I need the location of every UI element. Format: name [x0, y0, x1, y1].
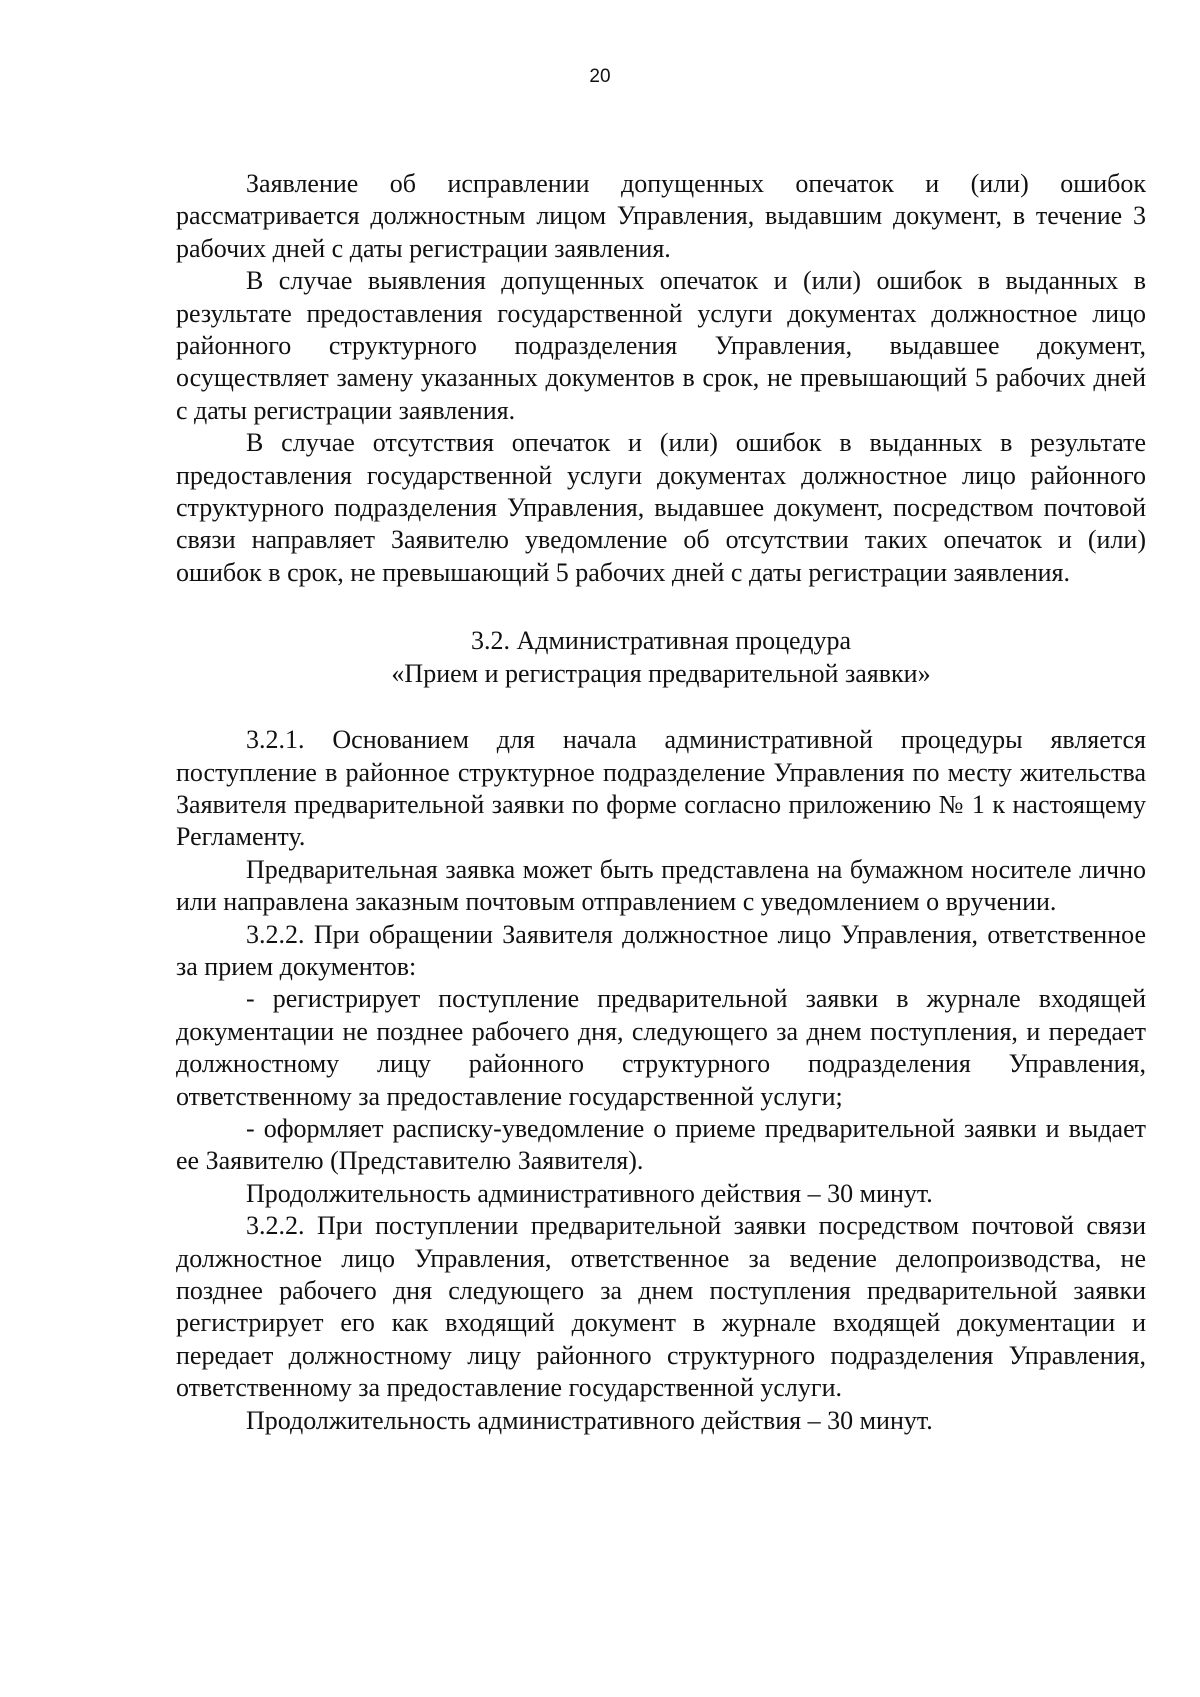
paragraph-3-2-2-postal: 3.2.2. При поступлении предварительной заявки посредством почтовой связи должностное лицо Управления, ответственное за ведение делопроизводства, не позднее рабочего дня следующего за днем поступления предварительной заявки регистрирует его как входящий документ в журнале входящей документации и передает должностному лицу районного структурного подразделения Управления, ответственному за предоставление государственной услуги. [176, 1211, 1146, 1403]
paragraph-errors-found: В случае выявления допущенных опечаток и (или) ошибок в выданных в результате предоставления государственной услуги документах должностное лицо районного структурного подразделения Управления, выдавшее документ, осуществляет замену указанных документов в срок, не превышающий 5 рабочих дней с даты регистрации заявления. [176, 266, 1146, 425]
paragraph-correction-review: Заявление об исправлении допущенных опечаток и (или) ошибок рассматривается должностным лицом Управления, выдавшим документ, в течение 3 рабочих дней с даты регистрации заявления. [176, 169, 1146, 263]
paragraph-duration-1: Продолжительность административного действия – 30 минут. [246, 1178, 933, 1208]
paragraph-3-2-1: 3.2.1. Основанием для начала административной процедуры является поступление в районное структурное подразделение Управления по месту жительства Заявителя предварительной заявки по форме согласно приложению № 1 к настоящему Регламенту. [176, 725, 1146, 852]
section-heading-number: 3.2. Административная процедура [470, 626, 852, 656]
section-heading-title: «Прием и регистрация предварительной заявки» [391, 658, 931, 688]
list-item-register: - регистрирует поступление предварительной заявки в журнале входящей документации не позднее рабочего дня, следующего за днем поступления, и передает должностному лицу районного структурного подразделения Управления, ответственному за предоставление государственной услуги; [176, 984, 1146, 1111]
section-heading [176, 625, 1146, 690]
document-body [176, 168, 1146, 1437]
list-item-receipt: - оформляет расписку-уведомление о приеме предварительной заявки и выдает ее Заявителю (Представителю Заявителя). [176, 1113, 1146, 1176]
paragraph-3-2-2-in-person: 3.2.2. При обращении Заявителя должностное лицо Управления, ответственное за прием документов: [176, 919, 1146, 981]
paragraph-duration-2: Продолжительность административного действия – 30 минут. [246, 1405, 933, 1435]
page-number: 20 [589, 66, 611, 87]
paragraph-submission-method: Предварительная заявка может быть представлена на бумажном носителе лично или направлена заказным почтовым отправлением с уведомлением о вручении. [176, 854, 1146, 917]
paragraph-errors-absent: В случае отсутствия опечаток и (или) ошибок в выданных в результате предоставления государственной услуги документах должностное лицо районного структурного подразделения Управления, выдавшее документ, посредством почтовой связи направляет Заявителю уведомление об отсутствии таких опечаток и (или) ошибок в срок, не превышающий 5 рабочих дней с даты регистрации заявления. [176, 428, 1146, 587]
